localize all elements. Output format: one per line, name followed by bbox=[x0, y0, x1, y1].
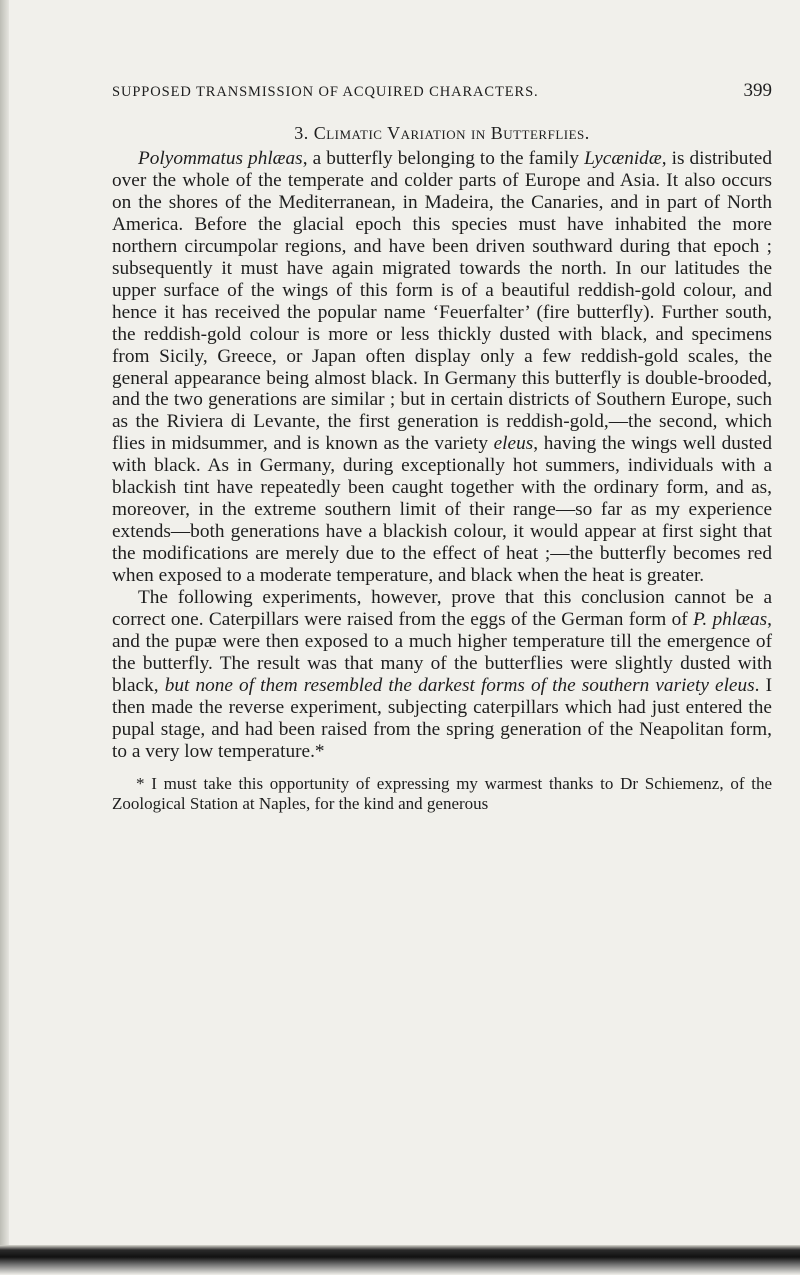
footnote: * I must take this opportunity of expressing my warmest thanks to Dr Schiemenz, of the Zoological Station at Naples, for the kind and generous bbox=[112, 773, 772, 813]
scan-bottom-band bbox=[0, 1245, 800, 1275]
body-text bbox=[112, 148, 772, 763]
species-name: Polyommatus phlæas bbox=[138, 148, 303, 169]
page-number: 399 bbox=[743, 80, 772, 101]
variety-name: eleus bbox=[493, 433, 534, 455]
family-name: Lycænidæ bbox=[584, 148, 662, 169]
paragraph-butterfly-distribution bbox=[112, 148, 772, 587]
species-name: P. phlæas bbox=[693, 609, 768, 631]
section-heading: 3. Climatic Variation in Butterflies. bbox=[294, 123, 590, 143]
text-run: , is distributed over the whole of the temperate and colder parts of Europe and Asia. It also occurs on the shores of the Mediterranean, in Madeira, the Canaries, and in part of North America. Before the glacial epoch this species must have inhabited the more northern circumpolar regions, and have been driven southward during that epoch ; subsequently it must have again migrated towards the north. In our latitudes the upper surface of the wings of this form is of a beautiful reddish-gold colour, and hence it has received the popular name ‘Feuerfalter’ (fire butterfly). Further south, the reddish-gold colour is more or less thickly dusted with black, and specimens from Sicily, Greece, or Japan often display only a few reddish-gold scales, the general appearance being almost black. In Germany this butterfly is double-brooded, and the two generations are similar ; but in certain districts of Southern Europe, such as the Riviera di Levante, the first generation is reddish-gold,—the second, which flies in midsummer, and is known as the variety bbox=[112, 148, 773, 455]
emphasis-text: but none of them resembled the darkest forms of the southern variety eleus bbox=[164, 674, 755, 696]
text-run: , a butterfly belonging to the family bbox=[302, 148, 585, 169]
text-run: The following experiments, however, prove that this conclusion cannot be a correct one. Caterpillars were raised from the eggs of the German form of bbox=[112, 587, 772, 631]
text-run: . I then made the reverse experiment, subjecting caterpillars which had just entered the pupal stage, and had been raised from the spring generation of the Neapolitan form, to a very low temperature.* bbox=[112, 674, 772, 762]
book-page bbox=[112, 78, 772, 814]
running-head: SUPPOSED TRANSMISSION OF ACQUIRED CHARACTERS. bbox=[112, 84, 539, 100]
text-run: , and the pupæ were then exposed to a much higher temperature till the emergence of the butterfly. The result was that many of the butterflies were slightly dusted with black, bbox=[112, 609, 772, 696]
page-header bbox=[112, 78, 772, 114]
text-run: , having the wings well dusted with black. As in Germany, during exceptionally hot summers, individuals with a blackish tint have repeatedly been caught together with the ordinary form, and as, moreover, in the extreme southern limit of their range—so far as my experience extends—both generations have a blackish colour, it would appear at first sight that the modifications are merely due to the effect of heat ;—the butterfly becomes red when exposed to a moderate temperature, and black when the heat is greater. bbox=[112, 433, 772, 587]
paragraph-experiments bbox=[112, 587, 772, 763]
scan-left-edge bbox=[0, 0, 9, 1275]
